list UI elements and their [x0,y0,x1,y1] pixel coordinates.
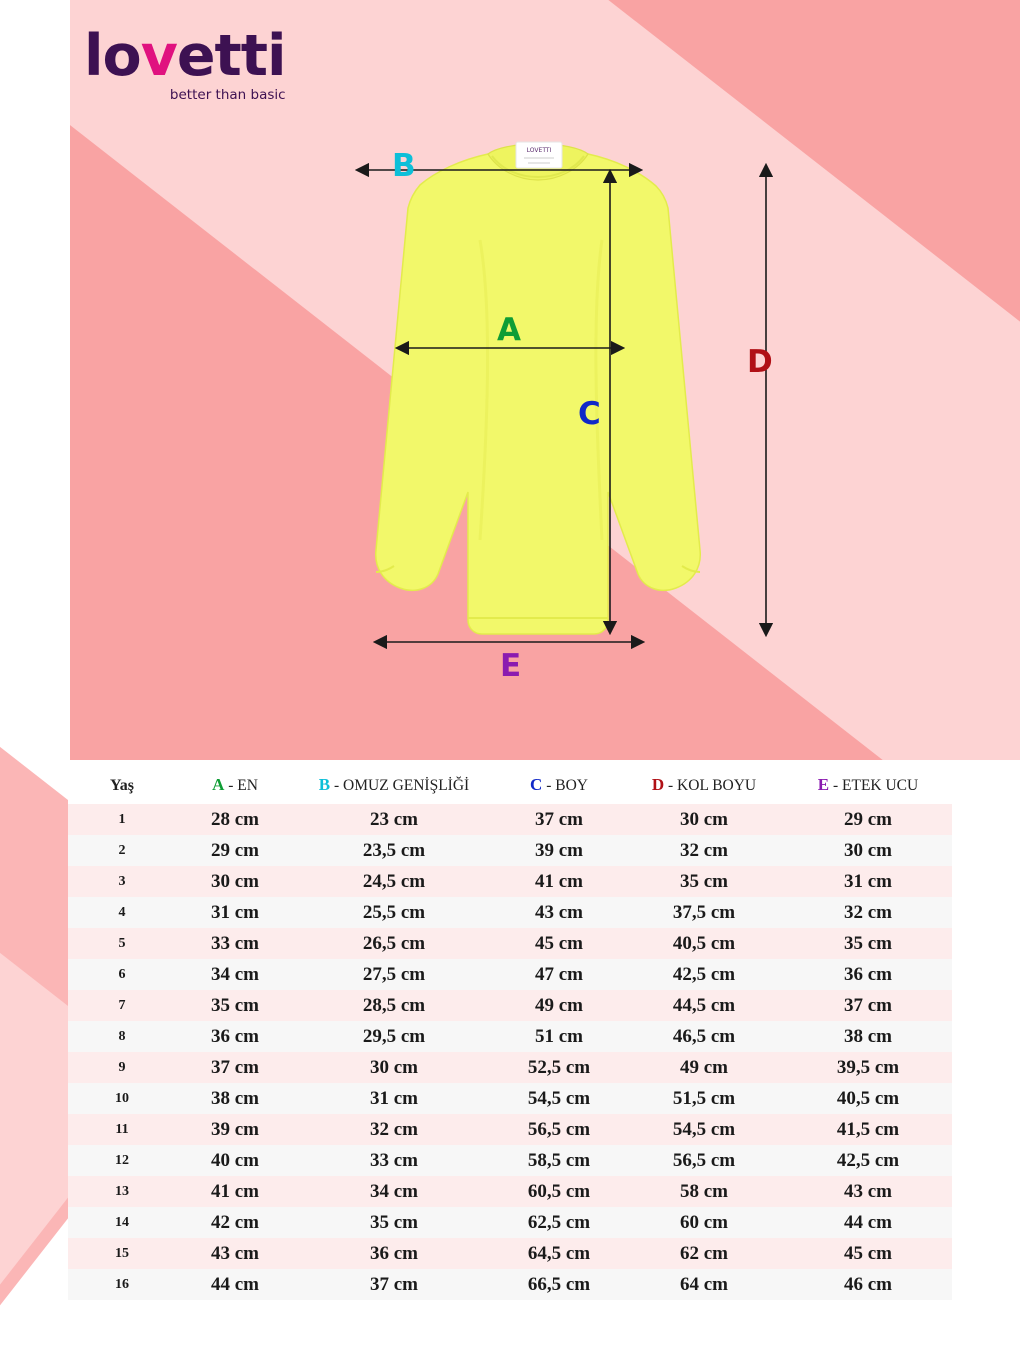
age-cell: 10 [68,1083,176,1114]
measure-a-cell: 44 cm [176,1269,294,1300]
table-row [68,897,952,928]
measure-b-cell: 31 cm [294,1083,494,1114]
table-row [68,928,952,959]
measure-e-cell: 32 cm [784,897,952,928]
col-label-b: - OMUZ GENİŞLİĞİ [334,777,470,794]
table-row [68,959,952,990]
age-cell: 13 [68,1176,176,1207]
age-cell: 3 [68,866,176,897]
measure-e-cell: 39,5 cm [784,1052,952,1083]
measure-c-cell: 51 cm [494,1021,624,1052]
garment-diagram [230,120,790,680]
measure-c-cell: 66,5 cm [494,1269,624,1300]
size-table-head [68,766,952,804]
measure-e-cell: 35 cm [784,928,952,959]
tshirt-body-shape [376,154,701,634]
age-cell: 2 [68,835,176,866]
measure-d-cell: 35 cm [624,866,784,897]
table-row [68,1176,952,1207]
measure-label-e: E [500,648,522,684]
measure-d-cell: 32 cm [624,835,784,866]
measure-e-cell: 46 cm [784,1269,952,1300]
tshirt-illustration [230,120,790,680]
table-row [68,1145,952,1176]
measure-c-cell: 64,5 cm [494,1238,624,1269]
measure-c-cell: 49 cm [494,990,624,1021]
table-row [68,1207,952,1238]
measure-d-cell: 62 cm [624,1238,784,1269]
table-row [68,1114,952,1145]
col-header-b [294,766,494,804]
measure-b-cell: 23 cm [294,804,494,835]
measure-b-cell: 27,5 cm [294,959,494,990]
age-cell: 5 [68,928,176,959]
col-header-a [176,766,294,804]
measure-a-cell: 43 cm [176,1238,294,1269]
measure-d-cell: 46,5 cm [624,1021,784,1052]
col-label-d: - KOL BOYU [668,777,757,794]
measure-c-cell: 37 cm [494,804,624,835]
measure-e-cell: 30 cm [784,835,952,866]
measure-a-cell: 35 cm [176,990,294,1021]
measure-b-cell: 26,5 cm [294,928,494,959]
col-label-c: - BOY [546,777,588,794]
size-table-body [68,804,952,1300]
age-cell: 6 [68,959,176,990]
table-row [68,990,952,1021]
size-table [68,766,952,1300]
measure-a-cell: 40 cm [176,1145,294,1176]
measure-d-cell: 56,5 cm [624,1145,784,1176]
measure-label-a: A [497,312,521,348]
measure-c-cell: 62,5 cm [494,1207,624,1238]
measure-e-cell: 43 cm [784,1176,952,1207]
age-cell: 11 [68,1114,176,1145]
measure-b-cell: 34 cm [294,1176,494,1207]
measure-b-cell: 37 cm [294,1269,494,1300]
measure-d-cell: 64 cm [624,1269,784,1300]
age-cell: 12 [68,1145,176,1176]
measure-b-cell: 25,5 cm [294,897,494,928]
measure-d-cell: 37,5 cm [624,897,784,928]
table-row [68,1021,952,1052]
measure-b-cell: 28,5 cm [294,990,494,1021]
measure-e-cell: 41,5 cm [784,1114,952,1145]
col-label-a: - EN [228,777,258,794]
measure-b-cell: 30 cm [294,1052,494,1083]
brand-logo-part2: etti [176,23,286,89]
measure-d-cell: 58 cm [624,1176,784,1207]
col-key-b: B [318,775,331,794]
table-row [68,1083,952,1114]
measure-d-cell: 44,5 cm [624,990,784,1021]
table-row [68,1052,952,1083]
background-white-left-margin [0,0,70,800]
measure-a-cell: 33 cm [176,928,294,959]
age-cell: 8 [68,1021,176,1052]
col-label-e: - ETEK UCU [832,777,919,794]
measure-e-cell: 45 cm [784,1238,952,1269]
measure-b-cell: 35 cm [294,1207,494,1238]
measure-c-cell: 43 cm [494,897,624,928]
measure-a-cell: 28 cm [176,804,294,835]
measure-a-cell: 31 cm [176,897,294,928]
measure-c-cell: 54,5 cm [494,1083,624,1114]
col-key-c: C [530,775,543,794]
neck-label-text: LOVETTI [526,147,552,154]
measure-a-cell: 38 cm [176,1083,294,1114]
measure-e-cell: 29 cm [784,804,952,835]
age-cell: 15 [68,1238,176,1269]
measure-a-cell: 36 cm [176,1021,294,1052]
measure-label-d: D [747,344,773,380]
age-cell: 9 [68,1052,176,1083]
measure-b-cell: 24,5 cm [294,866,494,897]
brand-logo [84,23,286,103]
age-cell: 14 [68,1207,176,1238]
measure-c-cell: 56,5 cm [494,1114,624,1145]
col-header-e [784,766,952,804]
col-header-d [624,766,784,804]
measure-e-cell: 37 cm [784,990,952,1021]
table-row [68,835,952,866]
table-row [68,866,952,897]
measure-d-cell: 51,5 cm [624,1083,784,1114]
measure-c-cell: 41 cm [494,866,624,897]
measure-a-cell: 42 cm [176,1207,294,1238]
measure-d-cell: 40,5 cm [624,928,784,959]
measure-c-cell: 58,5 cm [494,1145,624,1176]
age-cell: 7 [68,990,176,1021]
measure-a-cell: 29 cm [176,835,294,866]
col-key-e: E [817,775,830,794]
brand-tagline: better than basic [169,87,286,103]
measure-c-cell: 39 cm [494,835,624,866]
measure-label-b: B [392,148,416,184]
measure-e-cell: 40,5 cm [784,1083,952,1114]
size-chart [68,766,952,1300]
table-row [68,804,952,835]
neck-label [516,142,562,168]
measure-b-cell: 36 cm [294,1238,494,1269]
brand-logo-part1: lo [84,23,141,89]
col-header-c [494,766,624,804]
measure-label-c: C [578,396,601,432]
age-cell: 1 [68,804,176,835]
brand-logo-wordmark [84,23,286,89]
measure-c-cell: 60,5 cm [494,1176,624,1207]
measure-a-cell: 39 cm [176,1114,294,1145]
measure-b-cell: 29,5 cm [294,1021,494,1052]
brand-logo-accent-letter: v [140,23,177,89]
measure-e-cell: 42,5 cm [784,1145,952,1176]
measure-e-cell: 36 cm [784,959,952,990]
measure-d-cell: 60 cm [624,1207,784,1238]
measure-d-cell: 42,5 cm [624,959,784,990]
size-table-header-row [68,766,952,804]
measure-e-cell: 31 cm [784,866,952,897]
col-key-d: D [651,775,665,794]
measure-d-cell: 30 cm [624,804,784,835]
col-key-a: A [212,775,225,794]
measure-a-cell: 37 cm [176,1052,294,1083]
table-row [68,1269,952,1300]
measure-a-cell: 30 cm [176,866,294,897]
measure-d-cell: 49 cm [624,1052,784,1083]
measure-b-cell: 23,5 cm [294,835,494,866]
measure-a-cell: 34 cm [176,959,294,990]
measure-e-cell: 44 cm [784,1207,952,1238]
measure-d-cell: 54,5 cm [624,1114,784,1145]
measure-b-cell: 33 cm [294,1145,494,1176]
measure-c-cell: 52,5 cm [494,1052,624,1083]
age-cell: 4 [68,897,176,928]
table-row [68,1238,952,1269]
measure-b-cell: 32 cm [294,1114,494,1145]
measure-e-cell: 38 cm [784,1021,952,1052]
measure-c-cell: 45 cm [494,928,624,959]
measure-a-cell: 41 cm [176,1176,294,1207]
age-cell: 16 [68,1269,176,1300]
col-header-age: Yaş [68,766,176,804]
measure-c-cell: 47 cm [494,959,624,990]
